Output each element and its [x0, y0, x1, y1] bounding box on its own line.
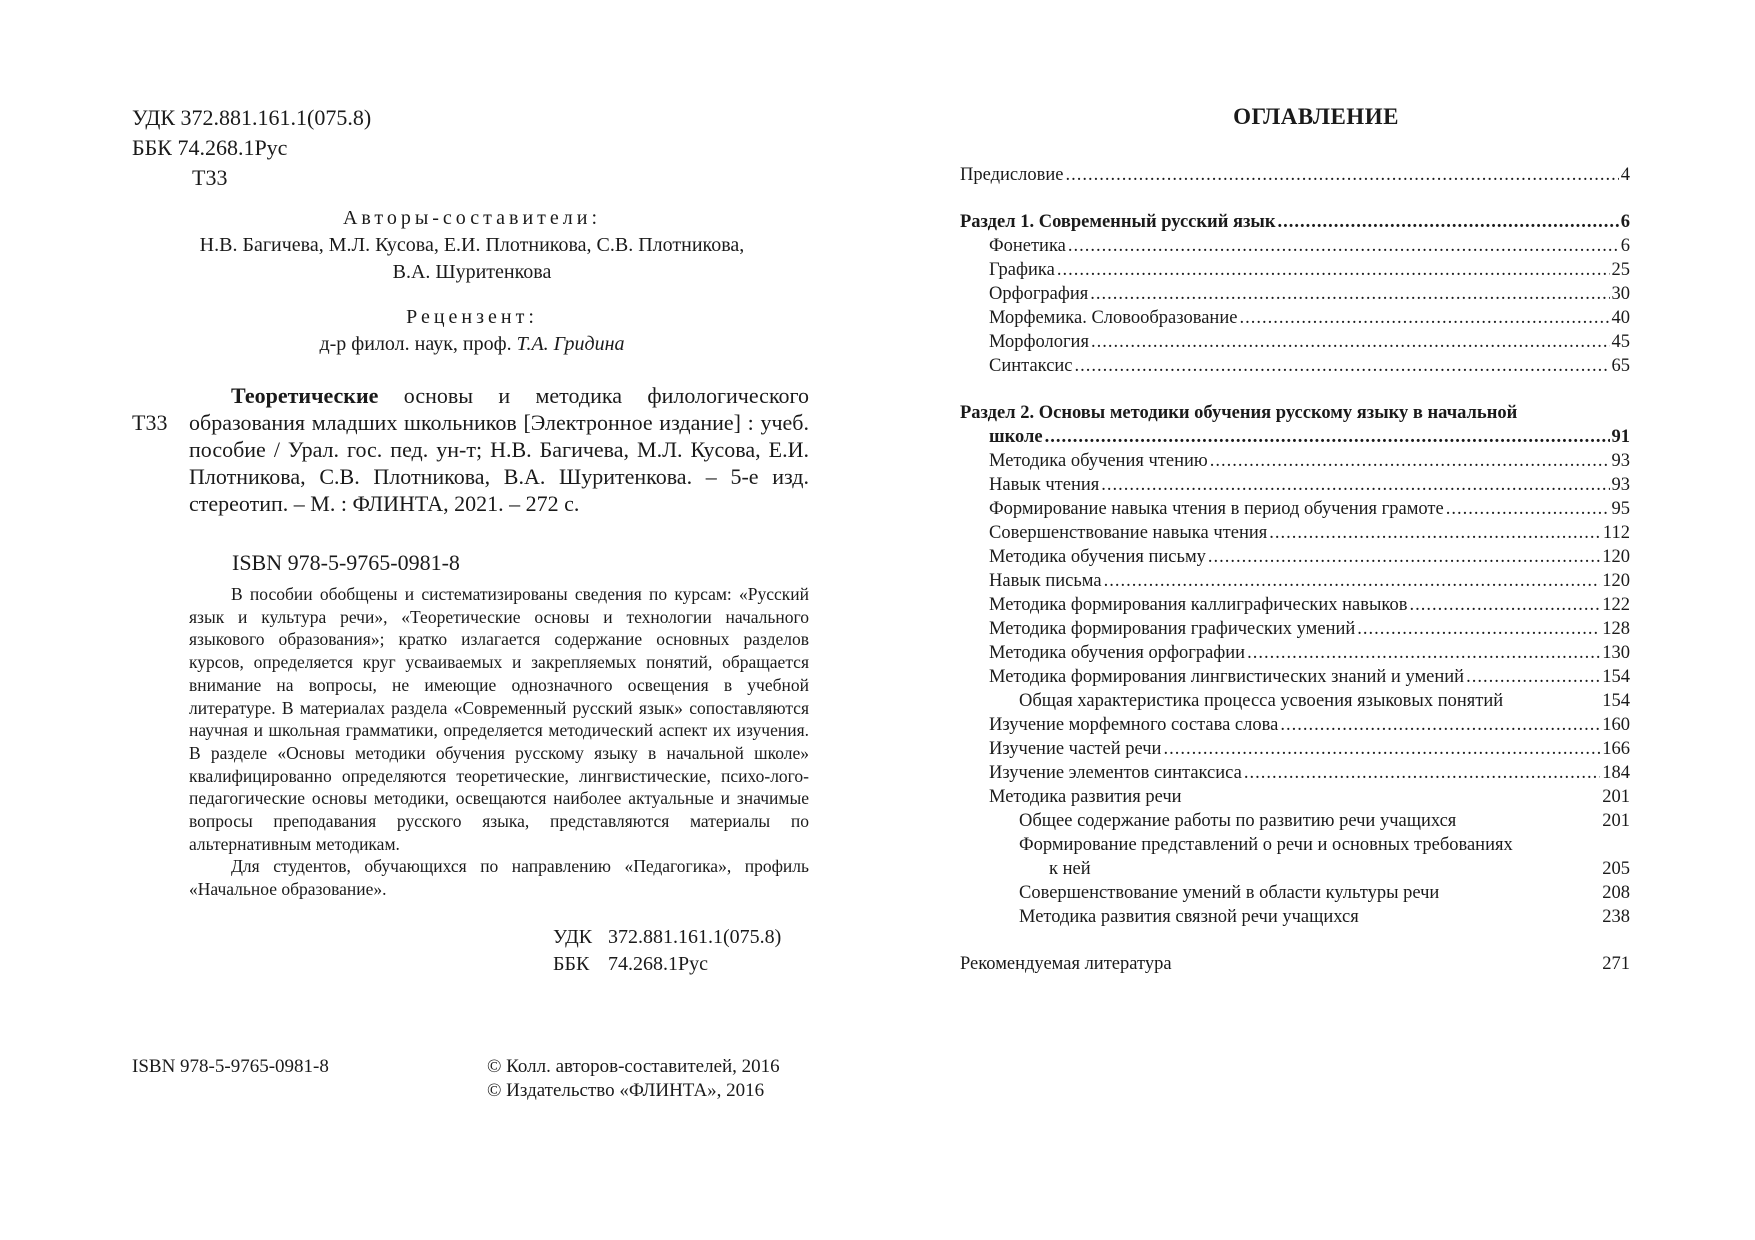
udk-bottom-row	[553, 924, 781, 951]
reviewer-line	[132, 331, 812, 358]
toc-entry-page: 45	[1611, 332, 1630, 352]
toc-entry-page: 201	[1602, 811, 1630, 831]
copyright-publisher: © Издательство «ФЛИНТА», 2016	[487, 1080, 765, 1101]
toc-entry-label: Морфемика. Словообразование	[989, 308, 1238, 328]
toc-entry-section-2-heading[interactable]	[960, 401, 1630, 425]
toc-entry-page: 130	[1602, 643, 1630, 663]
record-title: Теоретические	[231, 383, 379, 408]
toc-entry[interactable]	[960, 282, 1630, 306]
toc-entry-label: Орфография	[989, 284, 1089, 304]
toc-entry-label: к ней	[1049, 859, 1091, 879]
toc-entry[interactable]	[960, 521, 1630, 545]
toc-entry-page: 154	[1602, 667, 1630, 687]
toc-entry-page: 4	[1620, 165, 1630, 185]
toc-entry-page: 154	[1602, 691, 1630, 711]
toc-entry[interactable]	[960, 665, 1630, 689]
toc-entry[interactable]	[960, 593, 1630, 617]
toc-entry-page: 205	[1602, 859, 1630, 879]
record-author-mark: Т33	[132, 410, 168, 435]
toc-entry[interactable]	[960, 473, 1630, 497]
toc-entry[interactable]	[960, 833, 1630, 857]
toc-entry-page: 160	[1602, 715, 1630, 735]
toc-entry-page: 184	[1602, 763, 1630, 783]
toc-entry-label: Изучение элементов синтаксиса	[989, 763, 1242, 783]
authors-line-1: Н.В. Багичева, М.Л. Кусова, Е.И. Плотникова, С.В. Плотникова,	[199, 234, 745, 256]
toc-entry[interactable]	[960, 330, 1630, 354]
toc-entry-label: Изучение частей речи	[989, 739, 1162, 759]
toc-entry-page: 238	[1602, 907, 1630, 927]
udk-bottom-label: УДК	[553, 926, 593, 948]
classification-codes-bottom	[553, 924, 781, 978]
toc-entry-label: Совершенствование навыка чтения	[989, 523, 1268, 543]
bibliographic-record	[189, 382, 809, 517]
toc-entry-page: 93	[1611, 475, 1630, 495]
abstract	[189, 583, 809, 901]
toc-entry-label: Методика формирования лингвистических знаний и умений	[989, 667, 1465, 687]
right-page	[877, 0, 1755, 1240]
toc-entry-page: 30	[1611, 284, 1630, 304]
reviewer-name: Т.А. Гридина	[516, 333, 625, 355]
toc-entry-page: 25	[1611, 260, 1630, 280]
toc-entry-label: Графика	[989, 260, 1055, 280]
bbk-bottom-value: 74.268.1Рус	[608, 953, 708, 975]
toc-entry[interactable]	[960, 545, 1630, 569]
bbk-bottom-label: ББК	[553, 953, 590, 975]
toc-entry-references[interactable]	[960, 952, 1630, 976]
toc-entry[interactable]	[960, 641, 1630, 665]
toc-entry-page: 65	[1611, 356, 1630, 376]
left-page	[0, 0, 877, 1240]
authors-block	[132, 205, 812, 286]
toc-entry-page: 208	[1602, 883, 1630, 903]
toc-entry-page: 201	[1602, 787, 1630, 807]
toc-title: ОГЛАВЛЕНИЕ	[1233, 104, 1399, 129]
toc-entry-label: Раздел 1. Современный русский язык	[960, 212, 1276, 232]
toc-entry-label: Предисловие	[960, 165, 1064, 185]
authors-line-2: В.А. Шуритенкова	[392, 261, 552, 283]
author-mark: Т33	[192, 165, 228, 190]
toc-entry-page: 91	[1611, 427, 1630, 447]
toc-entry-page: 120	[1602, 547, 1630, 567]
toc-entry[interactable]	[960, 857, 1630, 881]
toc-entry-label: Морфология	[989, 332, 1089, 352]
toc-entry[interactable]	[960, 234, 1630, 258]
toc-entry-label: Методика развития речи	[989, 787, 1182, 807]
toc-entry-label: Раздел 2. Основы методики обучения русскому языку в начальной	[960, 403, 1518, 423]
toc-entry-page: 40	[1611, 308, 1630, 328]
toc-entry-label: Навык письма	[989, 571, 1102, 591]
toc-entry-label: Изучение морфемного состава слова	[989, 715, 1279, 735]
classification-codes	[132, 103, 371, 193]
toc-entry[interactable]	[960, 689, 1630, 713]
toc-entry-label: Совершенствование умений в области культуры речи	[1019, 883, 1440, 903]
copyrights	[487, 1055, 780, 1103]
bbk-code: ББК 74.268.1Рус	[132, 135, 288, 160]
toc-entry-label: Формирование представлений о речи и основных требованиях	[1019, 835, 1513, 855]
toc-entry-label: Методика обучения письму	[989, 547, 1206, 567]
authors-label: Авторы-составители:	[342, 207, 602, 229]
abstract-paragraph-1: В пособии обобщены и систематизированы сведения по курсам: «Русский язык и культура речи», «Теоретические основы и технологии начального языкового образования»; кратко излагается содержание основных разделов курсов, определяется круг усваиваемых и закрепляемых понятий, обращается внимание на вопросы, не имеющие однозначного освещения в учебной литературе. В материалах раздела «Современный русский язык» сопоставляются научная и школьная грамматики, определяется методический аспект их изучения. В разделе «Основы методики обучения русскому языку в начальной школе» квалифицированно определяются теоретические, лингвистические, психо-лого-педагогические основы методики, освещаются наиболее актуальные и значимые вопросы преподавания русского языка, представляются материалы по альтернативным методикам.	[189, 584, 809, 854]
toc-entry-section-2[interactable]	[960, 425, 1630, 449]
toc-entry-label: Общая характеристика процесса усвоения языковых понятий	[1019, 691, 1504, 711]
toc-entry[interactable]	[960, 737, 1630, 761]
toc-entry[interactable]	[960, 569, 1630, 593]
toc-entry[interactable]	[960, 449, 1630, 473]
toc-entry[interactable]	[960, 617, 1630, 641]
copyright-authors: © Колл. авторов-составителей, 2016	[487, 1056, 780, 1077]
record-text-wrap	[189, 382, 809, 517]
udk-code: УДК 372.881.161.1(075.8)	[132, 105, 372, 130]
toc-entry-page: 166	[1602, 739, 1630, 759]
toc-entry-label: Методика развития связной речи учащихся	[1019, 907, 1359, 927]
toc-entry-section-1[interactable]	[960, 210, 1630, 234]
toc-entry[interactable]	[960, 881, 1630, 905]
toc-entry-page: 128	[1602, 619, 1630, 639]
bbk-bottom-row	[553, 951, 781, 978]
toc-entry-page: 122	[1602, 595, 1630, 615]
toc-entry-page: 6	[1620, 212, 1630, 232]
udk-bottom-value: 372.881.161.1(075.8)	[608, 926, 782, 948]
toc-entry[interactable]	[960, 497, 1630, 521]
toc-entry-page: 95	[1611, 499, 1630, 519]
toc-entry[interactable]	[960, 306, 1630, 330]
toc-entry[interactable]	[960, 905, 1630, 929]
abstract-paragraph-2: Для студентов, обучающихся по направлению «Педагогика», профиль «Начальное образование».	[189, 856, 809, 900]
toc-entry-label: Общее содержание работы по развитию речи учащихся	[1019, 811, 1457, 831]
toc-entry-label: Синтаксис	[989, 356, 1073, 376]
table-of-contents	[960, 163, 1630, 976]
toc-entry-label: Фонетика	[989, 236, 1066, 256]
reviewer-block	[132, 304, 812, 358]
toc-entry-page: 120	[1602, 571, 1630, 591]
toc-entry[interactable]	[960, 761, 1630, 785]
toc-entry-label: Методика обучения чтению	[989, 451, 1208, 471]
reviewer-degree: д-р филол. наук, проф.	[319, 333, 512, 355]
record-text: основы и методика филологического образования младших школьников [Электронное издание] : учеб. пособие / Урал. гос. пед. ун-т; Н.В. Багичева, М.Л. Кусова, Е.И. Плотникова, С.В. Плотникова, В.А. Шуритенкова. – 5-е изд. стереотип. – М. : ФЛИНТА, 2021. – 272 с.	[189, 383, 809, 516]
toc-entry-label: Формирование навыка чтения в период обучения грамоте	[989, 499, 1444, 519]
toc-entry[interactable]	[960, 785, 1630, 809]
toc-entry-label: Рекомендуемая литература	[960, 954, 1172, 974]
toc-entry-label: Методика формирования каллиграфических навыков	[989, 595, 1408, 615]
reviewer-label: Рецензент:	[406, 306, 538, 328]
isbn-bottom: ISBN 978-5-9765-0981-8	[132, 1056, 329, 1077]
record-isbn: ISBN 978-5-9765-0981-8	[232, 550, 460, 575]
toc-entry-preface[interactable]	[960, 163, 1630, 187]
toc-entry-label: Навык чтения	[989, 475, 1100, 495]
toc-entry-label: Методика формирования графических умений	[989, 619, 1356, 639]
toc-entry-label: школе	[989, 427, 1043, 447]
toc-entry-page: 6	[1620, 236, 1630, 256]
toc-entry[interactable]	[960, 713, 1630, 737]
toc-entry-page: 93	[1611, 451, 1630, 471]
toc-entry[interactable]	[960, 354, 1630, 378]
toc-entry-label: Методика обучения орфографии	[989, 643, 1246, 663]
toc-entry[interactable]	[960, 809, 1630, 833]
toc-entry[interactable]	[960, 258, 1630, 282]
toc-entry-page: 112	[1602, 523, 1630, 543]
toc-entry-page: 271	[1602, 954, 1630, 974]
